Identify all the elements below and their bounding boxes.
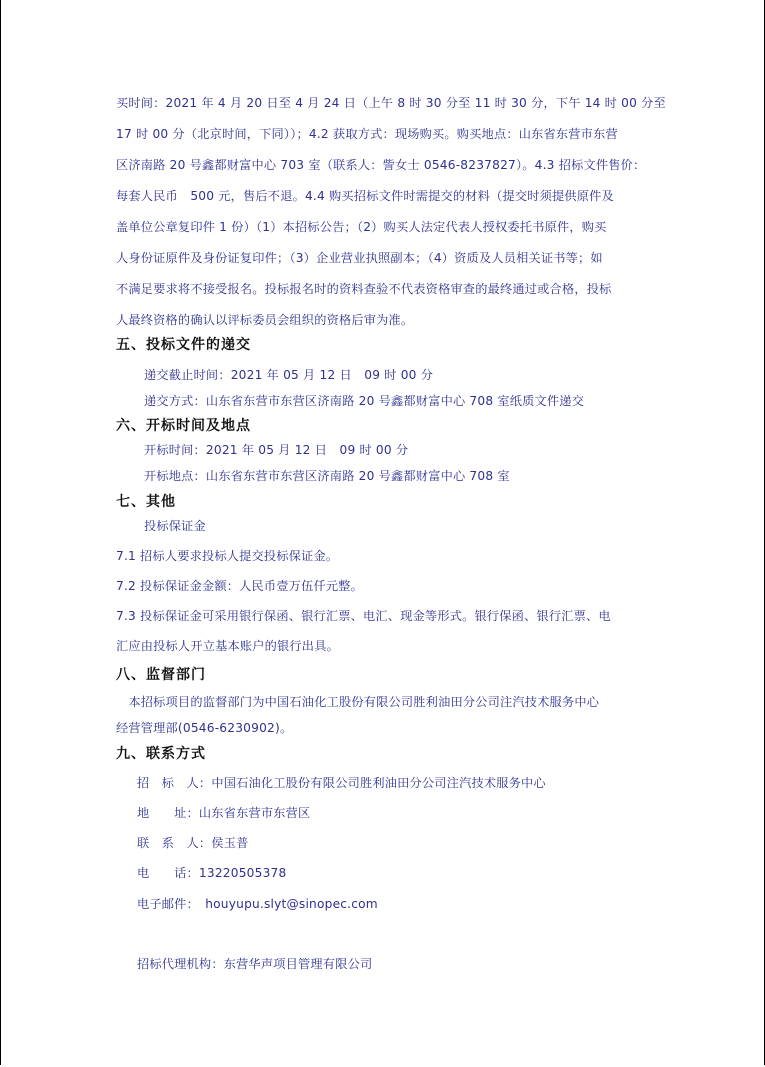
paragraph-line: 不满足要求将不接受报名。投标报名时的资料查验不代表资格审查的最终通过或合格，投标 [116,282,612,296]
opening-time: 开标时间：2021 年 05 月 12 日 09 时 00 分 [144,443,409,457]
contact-address: 地 址：山东省东营市东营区 [137,806,311,820]
paragraph-line: 盖单位公章复印件 1 份）（1）本招标公告；（2）购买人法定代表人授权委托书原件，购买 [116,220,607,234]
paragraph-line: 每套人民币 500 元，售后不退。4.4 购买招标文件时需提交的材料（提交时须提供原件及 [116,189,614,203]
submission-method: 递交方式：山东省东营市东营区济南路 20 号鑫都财富中心 708 室纸质文件递交 [144,394,585,408]
section8-title: 八、监督部门 [116,667,206,683]
paragraph-line: 买时间：2021 年 4 月 20 日至 4 月 24 日（上午 8 时 30 分至 11 时 30 分，下午 14 时 00 分至 [116,96,666,110]
tender-agency: 招标代理机构：东营华声项目管理有限公司 [137,957,373,971]
supervision-line-1: 本招标项目的监督部门为中国石油化工股份有限公司胜利油田分公司注汽技术服务中心 [116,695,600,709]
submission-deadline: 递交截止时间：2021 年 05 月 12 日 09 时 00 分 [144,368,434,382]
section5-title: 五、投标文件的递交 [116,337,251,353]
bid-bond-subtitle: 投标保证金 [144,519,206,533]
supervision-line-2: 经营管理部(0546-6230902)。 [116,721,293,735]
opening-place: 开标地点：山东省东营市东营区济南路 20 号鑫都财富中心 708 室 [144,469,510,483]
section7-title: 七、其他 [116,494,176,510]
bid-bond-item-1: 7.1 招标人要求投标人提交投标保证金。 [116,549,339,563]
paragraph-line: 人身份证原件及身份证复印件；（3）企业营业执照副本；（4）资质及人员相关证书等；如 [116,251,603,265]
bid-bond-item-2: 7.2 投标保证金金额：人民币壹万伍仟元整。 [116,579,364,593]
paragraph-line: 区济南路 20 号鑫都财富中心 703 室（联系人：訾女士 0546-8237827）。4.3 招标文件售价： [116,158,646,172]
paragraph-line: 17 时 00 分（北京时间，下同））；4.2 获取方式：现场购买。购买地点：山东省东营市东营 [116,127,618,141]
bid-bond-item-3: 7.3 投标保证金可采用银行保函、银行汇票、电汇、现金等形式。银行保函、银行汇票、电 [116,609,611,623]
section6-title: 六、开标时间及地点 [116,418,251,434]
contact-email: 电子邮件： houyupu.slyt@sinopec.com [137,897,378,911]
section9-title: 九、联系方式 [116,746,206,762]
paragraph-line: 人最终资格的确认以评标委员会组织的资格后审为准。 [116,313,414,327]
bid-bond-item-3-cont: 汇应由投标人开立基本账户的银行出具。 [116,639,339,653]
contact-tenderer: 招 标 人：中国石油化工股份有限公司胜利油田分公司注汽技术服务中心 [137,776,546,790]
contact-person: 联 系 人：侯玉普 [137,836,249,850]
contact-phone: 电 话：13220505378 [137,866,287,880]
